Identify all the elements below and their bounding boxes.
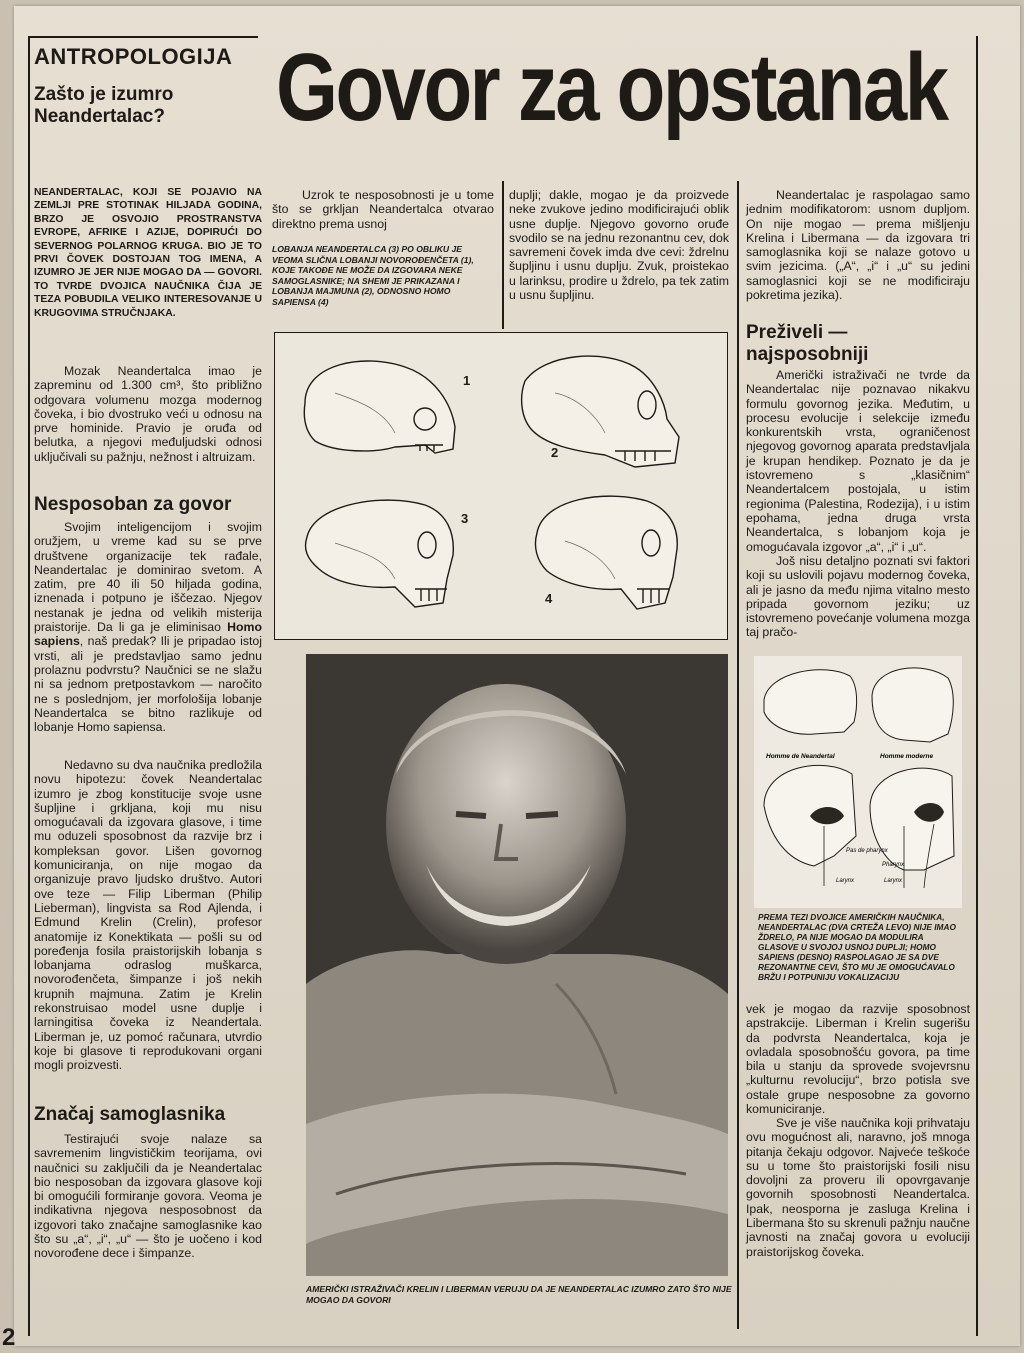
column-rule [737,181,739,1329]
page-number: 2 [2,1324,16,1351]
col4-paragraph-1: Neandertalac je raspolagao samo jednim modifikatorom: usnom dupljom. On nije mogao — prema mišljenju Krelina i Libermana — da izgovara tri samoglasnika koji se nalaze gotovo u svim jezicima. („A“, „i“ i „u“ su jedini samoglasnici koji se ne modificiraju pokretima jezika). [746,188,970,303]
col4-paragraph-5: Sve je više naučnika koji prihvataju ovu mogućnost ali, naravno, još mnoga pitanja čekaju odgovor. Najveće teškoće su u tome što praistorijski fosili nisu dovoljni za proveru ili opovrgavanje govornih sposobnosti Neandertalca. Ipak, neosporna je zasluga Krelina i Libermana što su skrenuli pažnju naučne javnosti na značaj govora u evoluciji praistorijskog čoveka. [746,1116,970,1259]
skull-drawings [275,333,726,638]
section-label: ANTROPOLOGIJA [34,44,233,69]
subheading-znacaj: Značaj samoglasnika [34,1104,226,1125]
col4-paragraph-4: vek je mogao da razvije sposobnost apstrakcije. Liberman i Krelin sugerišu da podvrsta Neandertalca, koja je ovladala sposobnošću govora, pa time bila u stanju da sprovede svojevrsnu „kulturnu revoluciju“, brzo potisla sve ostale grupe nesposobne za govorno komuniciranje. [746,1002,970,1117]
col1-paragraph-4: Testirajući svoje nalaze sa savremenim lingvističkim teorijama, ovi naučnici su zaključili da je Neandertalac bio nesposoban da izgovara glasove koji bi omogućili formiranje govora. Veoma je indikativna njegova nesposobnost da izgovori tako značajne samoglasnike kao što su „a“, „i“, „u“ — što je uočeno i kod novorođene dece i šimpanze. [34,1132,262,1261]
skull-label-1: 1 [463,373,471,388]
label-larynx-right: Larynx [884,878,903,884]
skull-label-3: 3 [461,511,469,526]
headline: Govor za opstanak [276,34,947,141]
label-neandertal: Homme de Neandertal [766,753,835,760]
subheading-nesposoban: Nesposoban za govor [34,494,232,515]
left-border-rule [28,36,30,1336]
right-border-rule [976,36,978,1336]
skull-label-4: 4 [545,591,553,606]
skull-figure-caption: LOBANJA NEANDERTALCA (3) PO OBLIKU JE VEOMA SLIČNA LOBANJI NOVOROĐENČETA (1), KOJE TAKOĐE NE MOŽE DA IZGOVARA NEKE SAMOGLASNIKE; NA SHEMI JE PRIKAZANA I LOBANJA MAJMUNA (2), ODNOSNO HOMO SAPIENSA (4) [272,244,474,307]
label-larynx-left: Larynx [836,878,855,884]
col1-p2-text-a: Svojim inteligencijom i svojim oružjem, u vreme kad su se prve društvene organizacije tek rađale, Neandertalac je dominirao svetom. A zatim, pre 40 ili 50 hiljada godina, iznenada i potpuno je iščezao. Njegov nestanak je jedna od velikih misterija praistorije. Da li ga je eliminisao [34,520,262,635]
column-rule [502,181,504,329]
col1-paragraph-3: Nedavno su dva naučnika predložila novu hipotezu: čovek Neandertalac izumro je zbog konstitucije svoje usne šupljine i grkljana, koji mu nisu omogućavali da izgovara glasove, i time mu oduzeli sposobnost da razvije brz i kompleksan govor. Lišen govornog komuniciranja, on nije mogao da organizuje pravo ljudsko društvo. Autori ove teze — Filip Liberman (Philip Lieberman), lingvista sa Rod Ajlenda, i Edmund Krelin (Crelin), profesor anatomije iz Konektikata — pošli su od poređenja fosila praistorijskih lobanja s lobanjama odraslog muškarca, novorođenčeta, šimpanze i još nekih krupnih majmuna. Zatim je Krelin rekonstruisao model usne duplje i larningitisa čoveka iz Neandertala. Liberman je, uz pomoć računara, utvrdio koje bi glasove ti reprodukovani organi mogli proizvesti. [34,758,262,1073]
vocal-figure-caption: PREMA TEZI DVOJICE AMERIČKIH NAUČNIKA, NEANDERTALAC (DVA CRTEŽA LEVO) NIJE IMAO ŽDRELO, PA NIJE MOGAO DA MODULIRA GLASOVE U SVOJOJ USNOJ DUPLJI; HOMO SAPIENS (DESNO) RASPOLAGAO JE SA DVE REZONANTNE CEVI, ŠTO MU JE OMOGUĆAVALO BRŽU I POTPUNIJU VOKALIZACIJU [758,912,956,982]
neanderthal-photo-image [306,654,728,1276]
col1-paragraph-1: Mozak Neandertalca imao je zapreminu od 1.300 cm³, što približno odgovara volumenu mozga modernog čoveka, i bio dvostruko veći u odnosu na prve hominide. Pravio je oruđa od belutka, a njegovi međuljudski odnosi uključivali su pažnju, nežnost i altruizam. [34,364,262,464]
subheading-prezivel: Preživeli — najsposobniji [746,322,869,365]
top-rule [28,36,258,38]
vocal-tract-drawings [754,656,962,908]
neanderthal-photo [306,654,728,1276]
col4-paragraph-3: Još nisu detaljno poznati svi faktori koji su uslovili pojavu modernog čoveka, ali je jasno da među njima vitalno mesto pripada govornom jeziku; uz istovremeno povećanje volumena mozga taj pračo- [746,554,970,640]
skull-comparison-figure [274,332,728,640]
col1-p2-text-b: , naš predak? Ili je pripadao istoj vrsti, ali je predstavljao samo jednu prolaznu podvrstu? Naučnici se ne slažu ni sa jednom pretpostavkom — naročito ne s poslednjom, jer morfološija lobanje Neandertalca se bitno razlikuje od lobanje Homo sapiensa. [34,634,262,735]
label-pas-de-pharynx: Pas de pharynx [846,848,888,854]
label-pharynx: Pharynx [882,862,905,868]
vocal-tract-figure [754,656,962,908]
col1-paragraph-2 [34,520,262,734]
lead-paragraph: NEANDERTALAC, KOJI SE POJAVIO NA ZEMLJI PRE STOTINAK HILJADA GODINA, BRZO JE OSVOJIO PROSTRANSTVA EVROPE, AFRIKE I AZIJE, DOPIRUĆI DO SEVERNOG POLARNOG KRUGA. BIO JE TO PRVI ČOVEK DOSTOJAN TOG IMENA, A IZUMRO JE JER NIJE MOGAO DA — GOVORI. TO TVRDE DVOJICA NAUČNIKA ČIJA JE TEZA POBUDILA VELIKO INTERESOVANJE U KRUGOVIMA STRUČNJAKA. [34,187,262,319]
col2-paragraph-1: Uzrok te nesposobnosti je u tome što se grkljan Neandertalca otvarao direktno prema usnoj [272,188,494,231]
kicker: Zašto je izumro Neandertalac? [34,84,174,127]
col1-p2-bold: Homo sapiens [34,620,262,649]
col3-paragraph-1: duplji; dakle, mogao je da proizvede neke zvukove jedino modificirajući oblik usne duplje. Njegovo govorno oruđe svodilo se na jednu rezonantnu cev, dok savremeni čovek imda dve cevi: ždrelnu šupljinu i usnu duplju. Zvuk, proistekao u larinksu, prodire u ždrelo, pa tek zatim u usnu šupljinu. [509,188,729,303]
label-moderne: Homme moderne [880,753,934,760]
skull-label-2: 2 [551,445,559,460]
magazine-page [2,6,1020,1351]
photo-caption: AMERIČKI ISTRAŽIVAČI KRELIN I LIBERMAN VERUJU DA JE NEANDERTALAC IZUMRO ZATO ŠTO NIJE MOGAO DA GOVORI [306,1284,732,1305]
col4-paragraph-2: Američki istraživači ne tvrde da Neandertalac nije poznavao nikakvu formulu govornog jezika. Međutim, u procesu evolucije i selekcije između konkurentskih vrsta, ograničenost njegovog govornog aparata predstavljala je krupan hendikep. Poznato je da je istovremeno s „klasičnim“ Neandertalcem postojala, u istim regionima (Palestina, Rodezija), i u istim epohama, jedna druga vrsta Neandertalca, s lobanjom koja je omogućavala izgovor „a“, „i“ i „u“. [746,368,970,554]
